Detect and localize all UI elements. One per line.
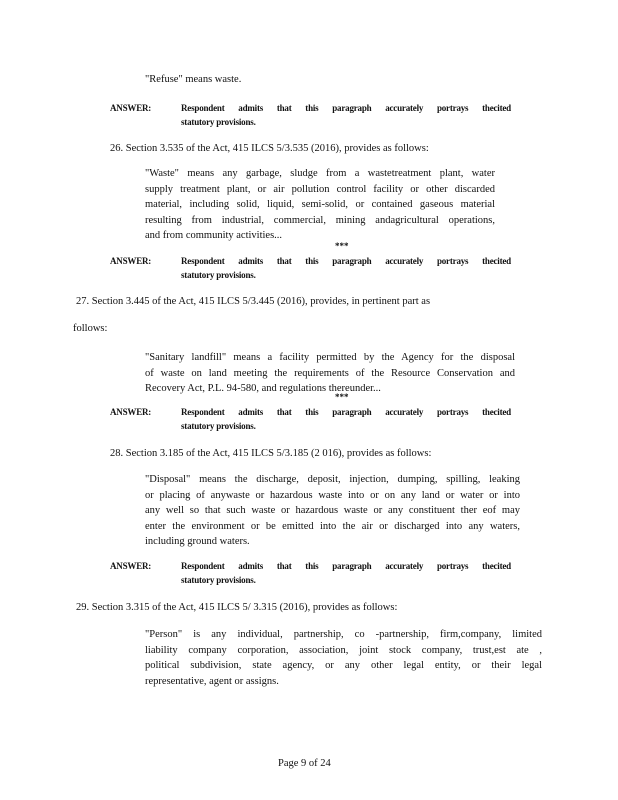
answer-text-line: statutory provisions. [181, 270, 256, 280]
quote-line: enter the environment or be emitted into the air or discharged into any waters, [145, 520, 520, 532]
paragraph-27-intro: 27. Section 3.445 of the Act, 415 ILCS 5/3.445 (2016), provides, in pertinent part as [76, 296, 431, 307]
answer-text [181, 405, 511, 433]
page-number: Page 9 of 24 [278, 758, 331, 769]
paragraph-28-quote [145, 472, 520, 550]
quote-line: "Person" is any individual, partnership, co -partnership, firm,company, limited [145, 629, 542, 640]
quote-line: political subdivision, state agency, or any other legal entity, or their legal [145, 660, 542, 671]
quote-line: "Sanitary landfill" means a facility permitted by the Agency for the disposal [145, 352, 515, 363]
section-separator: *** [335, 392, 349, 402]
section-separator: *** [335, 241, 349, 251]
answer-text-line: Respondent admits that this paragraph accurately portrays thecited [181, 103, 511, 113]
answer-text [181, 101, 511, 129]
answer-label: ANSWER: [110, 256, 152, 266]
quote-line: any well so that such waste or hazardous waste or any constituent ther eof may [145, 505, 520, 516]
quote-line: liability company corporation, association, joint stock company, trust,est ate , [145, 644, 542, 656]
answer-text-line: statutory provisions. [181, 575, 256, 585]
answer-text [181, 254, 511, 282]
answer-text [181, 559, 511, 587]
quote-line: "Waste" means any garbage, sludge from a wastetreatment plant, water [145, 168, 495, 179]
answer-text-line: Respondent admits that this paragraph accurately portrays thecited [181, 561, 511, 571]
quote-line: "Disposal" means the discharge, deposit, injection, dumping, spilling, leaking [145, 474, 520, 485]
quote-line: and from community activities... [145, 230, 283, 241]
paragraph-26-intro: 26. Section 3.535 of the Act, 415 ILCS 5/3.535 (2016), provides as follows: [110, 143, 429, 154]
answer-label: ANSWER: [110, 103, 152, 113]
answer-text-line: statutory provisions. [181, 421, 256, 431]
refuse-definition: "Refuse" means waste. [145, 74, 242, 85]
answer-text-line: statutory provisions. [181, 117, 256, 127]
answer-text-line: Respondent admits that this paragraph accurately portrays thecited [181, 256, 511, 266]
paragraph-28-intro: 28. Section 3.185 of the Act, 415 ILCS 5/3.185 (2 016), provides as follows: [110, 448, 432, 459]
quote-line: representative, agent or assigns. [145, 675, 279, 687]
paragraph-27-quote [145, 350, 515, 397]
answer-text-line: Respondent admits that this paragraph accurately portrays thecited [181, 407, 511, 417]
answer-label: ANSWER: [110, 407, 152, 417]
quote-line: resulting from industrial, commercial, mining andagricultural operations, [145, 214, 495, 226]
quote-line: supply treatment plant, or air pollution control facility or other discarded [145, 183, 495, 195]
quote-line: of waste on land meeting the requirements of the Resource Conservation and [145, 367, 515, 379]
paragraph-27-intro-cont: follows: [73, 323, 108, 334]
quote-line: Recovery Act, P.L. 94-580, and regulations thereunder... [145, 383, 381, 394]
paragraph-26-quote [145, 166, 495, 244]
answer-label: ANSWER: [110, 561, 152, 571]
quote-line: including ground waters. [145, 536, 250, 547]
quote-line: or placing of anywaste or hazardous waste into or on any land or water or into [145, 489, 520, 501]
paragraph-29-intro: 29. Section 3.315 of the Act, 415 ILCS 5/ 3.315 (2016), provides as follows: [76, 602, 398, 613]
quote-line: material, including solid, liquid, semi-solid, or contained gaseous material [145, 199, 495, 210]
paragraph-29-quote [145, 627, 542, 689]
